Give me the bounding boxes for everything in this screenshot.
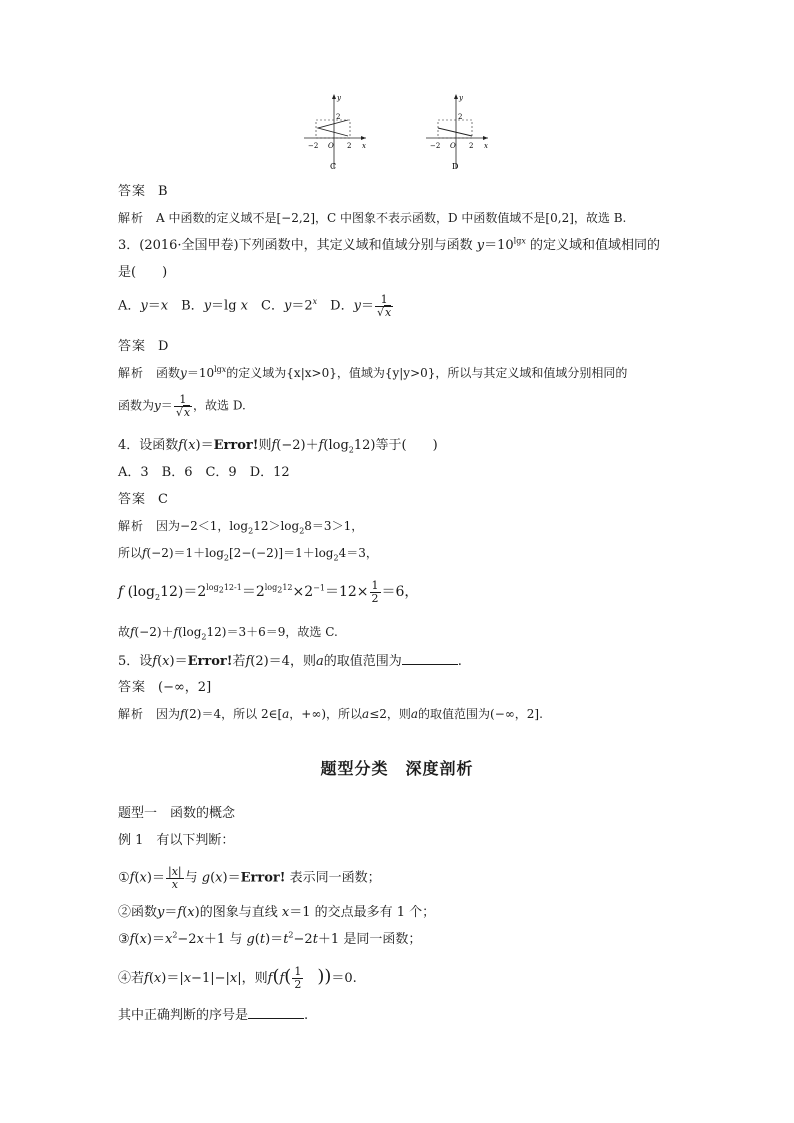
item3-a: ③ <box>118 932 130 947</box>
q4-stem: 4．设函数f(x)＝Error!则$f(-2)+f(\log_212)$等于( ) <box>118 438 438 455</box>
figure-d <box>422 90 492 172</box>
q3-stem-b: 的定义域和值域相同的 <box>530 238 661 253</box>
y-axis-label: y <box>337 94 341 102</box>
analysis-label: 解析 <box>118 519 145 533</box>
q3-analysis: 解析 函数$y=10^{lgx}$的定义域为{x|x>0}，值域为{y|y>0}，所以与其定义域和值域分别相同的 <box>118 365 628 380</box>
analysis-label: 解析 <box>118 211 145 225</box>
q3-options: A．y＝x B．y＝lg x C．$y=2^x$ D．y＝ $\frac{1}{√x}$ <box>118 293 392 319</box>
answer-blank[interactable] <box>402 652 458 665</box>
q3-stem: 3．(2016·全国甲卷)下列函数中，其定义域和值域分别与函数 $y=10^{lgx}$ 的定义域和值域相同的 <box>118 236 661 253</box>
answer-value: C <box>158 492 168 507</box>
q3-analysis-cont: 函数为y＝ $\frac{1}{√x}$ ，故选 D. <box>118 393 246 419</box>
q4-stem-b: 则 <box>258 438 272 453</box>
figure-c-label: C <box>330 162 337 171</box>
item4-a: ④若 <box>118 971 145 986</box>
q2-answer <box>118 184 168 200</box>
fraction: $\frac{1}{2}$ <box>371 579 379 605</box>
q5-stem-b: 若 <box>232 654 246 669</box>
analysis-line4-b: ，故选 C. <box>285 625 338 639</box>
example-1: 例 1 有以下判断： <box>118 833 235 848</box>
item-2: ②函数y＝f(x)的图象与直线 x＝1 的交点最多有 1 个； <box>118 905 436 920</box>
answer-label: 答案 <box>118 339 147 354</box>
q5-answer <box>118 680 211 696</box>
tick-2-x: 2 <box>347 142 352 150</box>
option-b: B． <box>181 298 204 314</box>
tick-2: 2 <box>458 113 463 121</box>
analysis-text: A 中函数的定义域不是[−2,2]，C 中图象不表示函数，D 中函数值域不是[0,2]，故选 B. <box>156 211 627 225</box>
q2-analysis <box>118 211 626 225</box>
error-text: Error! <box>240 870 286 886</box>
q5-stem-d: 的取值范围为 <box>323 654 402 669</box>
q4-options: A．3 B．6 C．9 D．12 <box>118 465 290 480</box>
analysis-label: 解析 <box>118 707 145 721</box>
answer-value: B <box>158 184 168 199</box>
item3-b: 是同一函数； <box>343 932 422 947</box>
error-text: Error! <box>187 654 233 669</box>
tick-2: 2 <box>336 113 341 121</box>
item2-c: ＝1 的交点最多有 1 个； <box>289 905 436 920</box>
q5-stem-c: ，则 <box>289 654 316 669</box>
type1-title: 题型一 函数的概念 <box>118 806 236 821</box>
q4-stem-c: 等于( ) <box>375 438 438 453</box>
analysis-line4: 故 <box>118 625 131 639</box>
fraction: $\frac{|x|}{x}$ <box>167 865 182 891</box>
item1-marker: ① <box>118 870 130 886</box>
origin-label: O <box>328 142 334 150</box>
tick-2-x: 2 <box>469 142 474 150</box>
q4-analysis-3: f $(\log_212)=2^{log_212-1}=2^{log_212}\times 2^{-1}=12\times$ $\frac{1}{2}$ ＝6， <box>118 579 419 605</box>
fraction: $\frac{1}{√x}$ <box>376 293 392 319</box>
fraction: $\frac{1}{√x}$ <box>175 393 191 419</box>
figure-c <box>300 90 370 172</box>
analysis-a: 函数 <box>156 366 181 380</box>
q3-stem-a: 3．(2016·全国甲卷)下列函数中，其定义域和值域分别与函数 <box>118 238 477 253</box>
item1-b: 表示同一函数； <box>289 870 381 886</box>
option-a: A． <box>118 298 141 314</box>
item2-a: ②函数 <box>118 905 158 920</box>
answer-label: 答案 <box>118 680 147 695</box>
analysis-a: 因为 <box>156 707 181 721</box>
item2-b: 的图象与直线 <box>199 905 278 920</box>
q4-answer <box>118 492 168 508</box>
type1-question: 其中正确判断的序号是 . <box>118 1008 309 1023</box>
analysis-e: 的取值范围为(−∞，2]. <box>418 707 543 721</box>
analysis-line1: 因为−2＜1，log <box>156 519 249 533</box>
section-heading: 题型分类 深度剖析 <box>320 759 474 778</box>
option-d: D． <box>330 298 354 314</box>
analysis-line2: 所以 <box>118 546 143 560</box>
item4-c: ＝0. <box>331 971 357 986</box>
q4-analysis-1: 解析 因为−2＜1，$\log_212>\log_28=3>1$， <box>118 519 364 536</box>
fraction: $\frac{1}{2}$ <box>294 965 302 991</box>
q4-analysis-2: 所以$f(-2)=1+\log_2[2-(-2)]=1+\log_24=3$， <box>118 546 378 563</box>
analysis-c: 函数为 <box>118 398 155 413</box>
q4-stem-a: 4．设函数 <box>118 438 179 453</box>
analysis-b: ，所以 2∈[ <box>221 707 283 721</box>
error-text: Error! <box>213 438 259 453</box>
origin-label: O <box>450 142 456 150</box>
y-axis-label: y <box>459 94 463 102</box>
option-c: C． <box>261 298 284 314</box>
item-1: ①f(x)＝ $\frac{|x|}{x}$ 与 g(x)＝Error! 表示同一函数； <box>118 865 381 891</box>
q5-stem: 5．设f(x)＝Error!若f(2)＝4，则a的取值范围为 . <box>118 654 462 669</box>
q3-stem-cont <box>118 265 167 281</box>
q3-stem-c: 是( ) <box>118 265 168 280</box>
answer-value: D <box>158 339 169 354</box>
analysis-d: ≤2，则 <box>369 707 411 721</box>
x-axis-label: x <box>484 142 488 150</box>
item-3: $③f(x)=x^2-2x+1$ 与 $g(t)=t^2-2t+1$ 是同一函数； <box>118 930 422 947</box>
analysis-label: 解析 <box>118 366 145 380</box>
tick-neg2: −2 <box>430 142 441 150</box>
analysis-c: ，+∞)，所以 <box>289 707 363 721</box>
answer-label: 答案 <box>118 492 147 507</box>
analysis-b: 的定义域为{x|x>0}，值域为{y|y>0}，所以与其定义域和值域分别相同的 <box>226 366 628 380</box>
analysis-d: ，故选 D. <box>193 398 246 413</box>
answer-label: 答案 <box>118 184 147 199</box>
tick-neg2: −2 <box>308 142 319 150</box>
q5-analysis: 解析 因为f(2)＝4，所以 2∈[a，+∞)，所以a≤2，则a的取值范围为(−∞，2]. <box>118 707 543 721</box>
answer-blank[interactable] <box>248 1006 304 1019</box>
item4-b: ，则 <box>241 971 268 986</box>
q4-analysis-4: 故$f(-2)+f(\log_212)=3+6=9$，故选 C. <box>118 625 338 642</box>
x-axis-label: x <box>362 142 366 150</box>
answer-value: (−∞，2] <box>158 680 212 695</box>
figure-d-label: D <box>452 162 459 171</box>
item-4: ④若f(x)＝|x−1|−|x|，则f(f( $\frac{1}{2}$ ))＝0. <box>118 965 357 991</box>
question-text: 其中正确判断的序号是 <box>118 1008 249 1023</box>
q3-answer <box>118 339 168 355</box>
q5-stem-a: 5．设 <box>118 654 153 669</box>
